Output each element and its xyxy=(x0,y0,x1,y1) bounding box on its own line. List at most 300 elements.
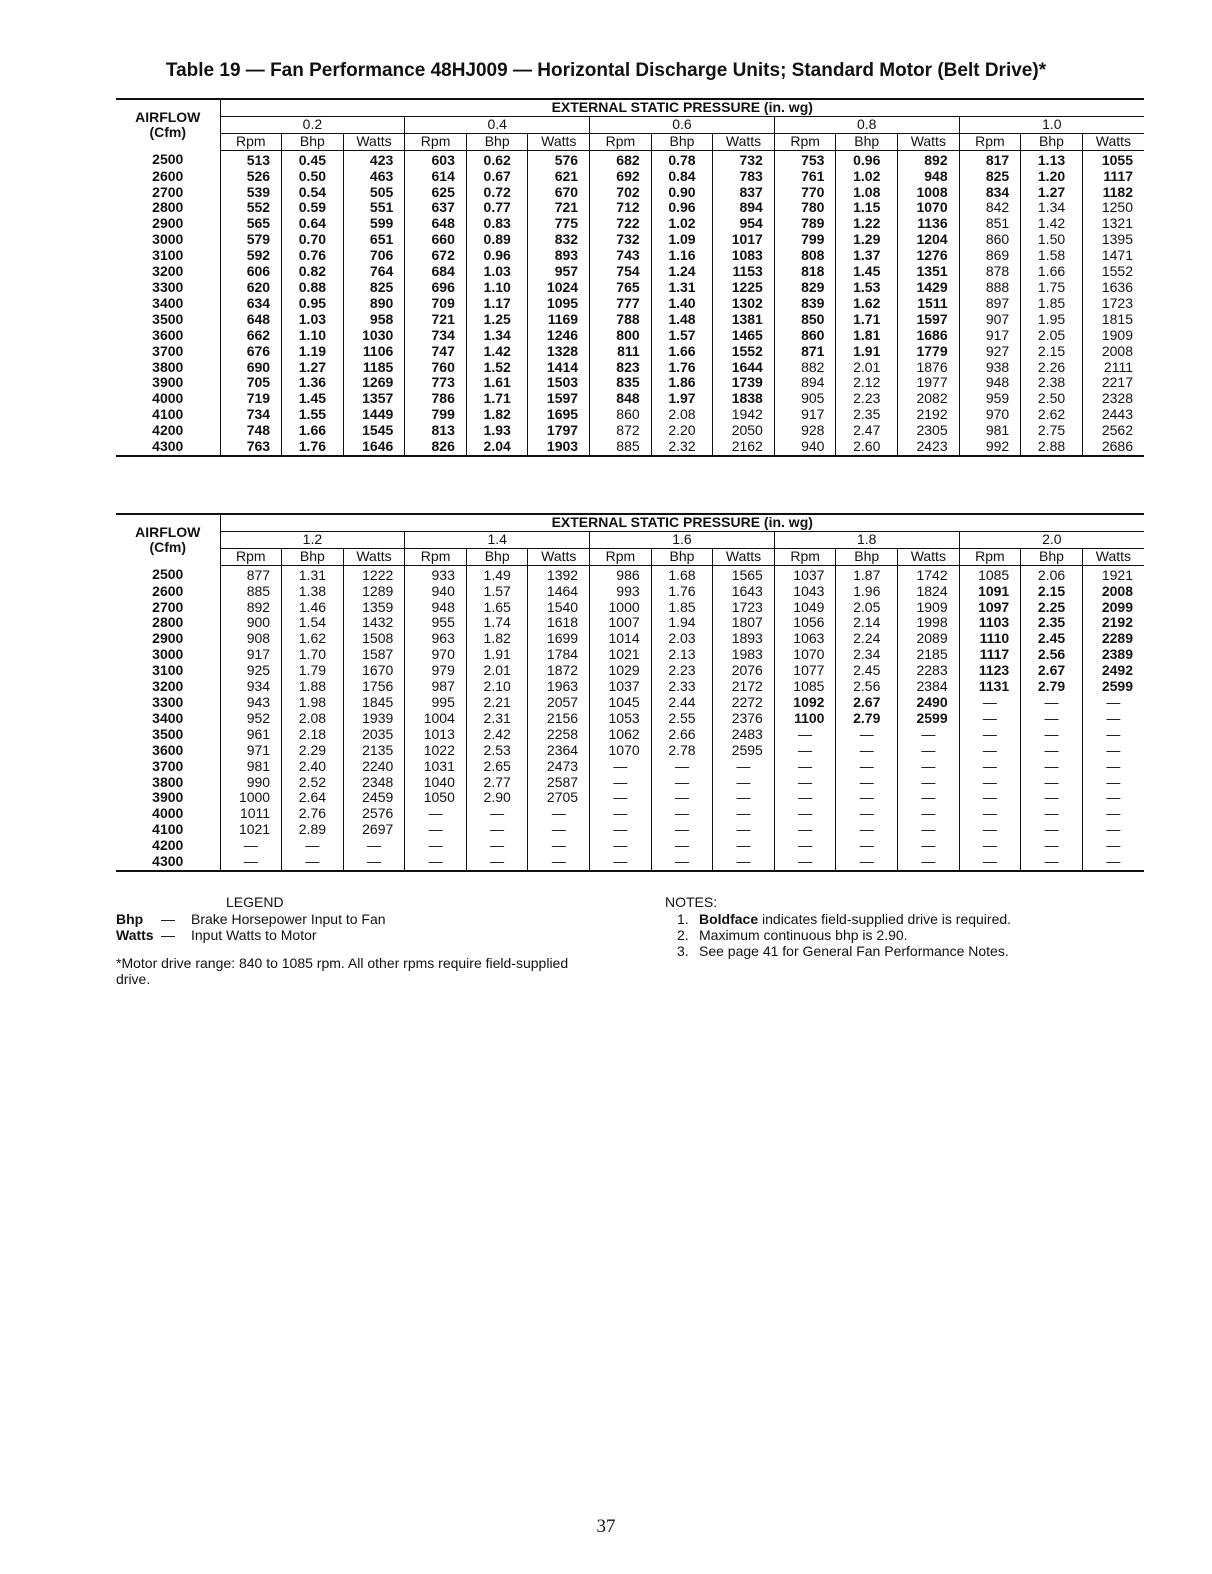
rpm-cell: 662 xyxy=(220,328,282,344)
bhp-cell: 1.09 xyxy=(651,232,713,248)
rpm-cell: 682 xyxy=(590,150,652,168)
bhp-cell: 0.96 xyxy=(651,200,713,216)
rpm-cell: — xyxy=(959,727,1021,743)
rpm-cell: 940 xyxy=(405,584,467,600)
legend-desc: Input Watts to Motor xyxy=(191,927,317,943)
rpm-cell: 761 xyxy=(774,169,836,185)
watts-cell: 1742 xyxy=(898,565,960,583)
bhp-cell: 1.27 xyxy=(282,360,344,376)
bhp-cell: 2.13 xyxy=(651,647,713,663)
rpm-cell: 1117 xyxy=(959,647,1021,663)
rpm-cell: 885 xyxy=(590,439,652,456)
bhp-cell: 2.55 xyxy=(651,711,713,727)
watts-cell: 1695 xyxy=(528,407,590,423)
table-row xyxy=(116,743,1144,759)
rpm-cell: 907 xyxy=(959,312,1021,328)
rpm-cell: 743 xyxy=(590,248,652,264)
watts-cell: — xyxy=(898,727,960,743)
watts-cell: 1095 xyxy=(528,296,590,312)
bhp-cell: 0.95 xyxy=(282,296,344,312)
airflow-cell: 3200 xyxy=(152,264,184,280)
bhp-cell: 2.25 xyxy=(1021,600,1083,616)
rpm-cell: 770 xyxy=(774,185,836,201)
airflow-cell: 3100 xyxy=(152,248,184,264)
rpm-cell: 800 xyxy=(590,328,652,344)
table-body xyxy=(116,565,1144,871)
rpm-cell: 834 xyxy=(959,185,1021,201)
bhp-cell: 1.03 xyxy=(466,264,528,280)
watts-cell: 1903 xyxy=(528,439,590,456)
bhp-cell: 1.16 xyxy=(651,248,713,264)
bhp-cell: 1.95 xyxy=(1021,312,1083,328)
rpm-column-header: Rpm xyxy=(774,548,836,565)
rpm-cell: 900 xyxy=(220,615,282,631)
watts-cell: 1618 xyxy=(528,615,590,631)
bhp-cell: — xyxy=(1021,854,1083,871)
rpm-column-header: Rpm xyxy=(774,133,836,150)
notes xyxy=(665,893,1135,959)
watts-cell: 1797 xyxy=(528,423,590,439)
rpm-cell: — xyxy=(959,806,1021,822)
airflow-cell: 3500 xyxy=(152,726,184,742)
watts-cell: 1565 xyxy=(713,565,775,583)
rpm-cell: 1092 xyxy=(774,695,836,711)
table-row xyxy=(116,328,1144,344)
watts-cell: 2705 xyxy=(528,790,590,806)
rpm-cell: — xyxy=(959,790,1021,806)
rpm-cell: 917 xyxy=(959,328,1021,344)
rpm-cell: 917 xyxy=(774,407,836,423)
bhp-cell: 0.96 xyxy=(836,150,898,168)
airflow-header xyxy=(116,99,220,150)
watts-cell: 1784 xyxy=(528,647,590,663)
rpm-cell: 722 xyxy=(590,216,652,232)
rpm-cell: 851 xyxy=(959,216,1021,232)
bhp-cell: 1.82 xyxy=(466,631,528,647)
watts-cell: 1471 xyxy=(1082,248,1144,264)
rpm-cell: 620 xyxy=(220,280,282,296)
bhp-cell: 1.75 xyxy=(1021,280,1083,296)
bhp-cell: 2.01 xyxy=(466,663,528,679)
watts-cell: — xyxy=(528,806,590,822)
bhp-cell: 0.64 xyxy=(282,216,344,232)
table-row xyxy=(116,822,1144,838)
watts-cell: 1824 xyxy=(898,584,960,600)
watts-cell: — xyxy=(898,790,960,806)
bhp-column-header: Bhp xyxy=(1021,133,1083,150)
watts-cell: 954 xyxy=(713,216,775,232)
legend-title: LEGEND xyxy=(226,894,284,910)
table-row xyxy=(116,439,1144,456)
watts-cell: 2459 xyxy=(343,790,405,806)
subheader-row xyxy=(116,133,1144,150)
watts-cell: 2376 xyxy=(713,711,775,727)
table-row xyxy=(116,711,1144,727)
rpm-cell: 719 xyxy=(220,391,282,407)
watts-cell: — xyxy=(1082,775,1144,791)
watts-cell: — xyxy=(898,854,960,871)
esp-header: EXTERNAL STATIC PRESSURE (in. wg) xyxy=(220,99,1144,116)
watts-cell: 721 xyxy=(528,200,590,216)
bhp-cell: — xyxy=(466,822,528,838)
watts-cell: 1289 xyxy=(343,584,405,600)
airflow-cell: 3700 xyxy=(152,343,184,359)
bhp-cell: 2.06 xyxy=(1021,565,1083,583)
bhp-cell: 1.15 xyxy=(836,200,898,216)
rpm-cell: 952 xyxy=(220,711,282,727)
rpm-cell: 1022 xyxy=(405,743,467,759)
airflow-cell: 3900 xyxy=(152,375,184,391)
table-row xyxy=(116,759,1144,775)
rpm-cell: 1000 xyxy=(590,600,652,616)
rpm-cell: 933 xyxy=(405,565,467,583)
bhp-cell: 2.90 xyxy=(466,790,528,806)
rpm-cell: 748 xyxy=(220,423,282,439)
bhp-cell: — xyxy=(651,838,713,854)
watts-cell: 894 xyxy=(713,200,775,216)
watts-cell: — xyxy=(1082,854,1144,871)
rpm-cell: — xyxy=(959,695,1021,711)
bhp-cell: — xyxy=(466,854,528,871)
watts-cell: 1876 xyxy=(898,360,960,376)
bhp-cell: 2.76 xyxy=(282,806,344,822)
rpm-cell: 970 xyxy=(959,407,1021,423)
bhp-cell: 0.77 xyxy=(466,200,528,216)
rpm-cell: 690 xyxy=(220,360,282,376)
rpm-cell: 940 xyxy=(774,439,836,456)
watts-cell: 825 xyxy=(343,280,405,296)
rpm-column-header: Rpm xyxy=(590,133,652,150)
rpm-column-header: Rpm xyxy=(959,133,1021,150)
watts-cell: — xyxy=(898,759,960,775)
rpm-cell: 894 xyxy=(774,375,836,391)
rpm-cell: 925 xyxy=(220,663,282,679)
rpm-cell: 1123 xyxy=(959,663,1021,679)
airflow-cell: 3400 xyxy=(152,295,184,311)
rpm-column-header: Rpm xyxy=(590,548,652,565)
rpm-cell: 938 xyxy=(959,360,1021,376)
watts-cell: 1246 xyxy=(528,328,590,344)
rpm-cell: — xyxy=(590,759,652,775)
watts-cell: 1449 xyxy=(343,407,405,423)
rpm-cell: 1063 xyxy=(774,631,836,647)
bhp-cell: — xyxy=(651,822,713,838)
watts-cell: 2050 xyxy=(713,423,775,439)
rpm-cell: 1131 xyxy=(959,679,1021,695)
watts-cell: 2697 xyxy=(343,822,405,838)
rpm-cell: 955 xyxy=(405,615,467,631)
bhp-cell: 2.03 xyxy=(651,631,713,647)
watts-cell: 1545 xyxy=(343,423,405,439)
watts-cell: 2473 xyxy=(528,759,590,775)
watts-cell: 1359 xyxy=(343,600,405,616)
airflow-cell: 3200 xyxy=(152,679,184,695)
rpm-cell: 684 xyxy=(405,264,467,280)
bhp-cell: 2.62 xyxy=(1021,407,1083,423)
watts-cell: 1432 xyxy=(343,615,405,631)
rpm-cell: 780 xyxy=(774,200,836,216)
airflow-cell: 2600 xyxy=(152,583,184,599)
bhp-cell: 1.93 xyxy=(466,423,528,439)
rpm-cell: 1100 xyxy=(774,711,836,727)
bhp-cell: 2.26 xyxy=(1021,360,1083,376)
rpm-cell: 1085 xyxy=(959,565,1021,583)
watts-cell: 892 xyxy=(898,150,960,168)
watts-cell: 2686 xyxy=(1082,439,1144,456)
bhp-cell: 0.84 xyxy=(651,169,713,185)
rpm-cell: 948 xyxy=(405,600,467,616)
watts-cell: 1942 xyxy=(713,407,775,423)
watts-cell: 958 xyxy=(343,312,405,328)
bhp-cell: — xyxy=(836,790,898,806)
watts-cell: 2423 xyxy=(898,439,960,456)
watts-cell: 2217 xyxy=(1082,375,1144,391)
watts-cell: 1169 xyxy=(528,312,590,328)
airflow-cell: 4000 xyxy=(152,806,184,822)
rpm-cell: 565 xyxy=(220,216,282,232)
bhp-cell: 1.27 xyxy=(1021,185,1083,201)
bhp-cell: 1.91 xyxy=(466,647,528,663)
bhp-cell: 2.45 xyxy=(1021,631,1083,647)
watts-cell: 2111 xyxy=(1082,360,1144,376)
rpm-column-header: Rpm xyxy=(405,548,467,565)
table-row xyxy=(116,647,1144,663)
watts-cell: — xyxy=(898,775,960,791)
watts-cell: 1756 xyxy=(343,679,405,695)
watts-cell: 1838 xyxy=(713,391,775,407)
note-bold: Boldface xyxy=(699,911,759,927)
airflow-label: AIRFLOW xyxy=(135,524,201,541)
bhp-cell: 2.56 xyxy=(836,679,898,695)
bhp-cell: — xyxy=(836,759,898,775)
airflow-cell: 3800 xyxy=(152,774,184,790)
rpm-cell: 959 xyxy=(959,391,1021,407)
table-row xyxy=(116,854,1144,871)
rpm-cell: 732 xyxy=(590,232,652,248)
airflow-cell: 4000 xyxy=(152,391,184,407)
watts-column-header: Watts xyxy=(343,133,405,150)
rpm-cell: 1050 xyxy=(405,790,467,806)
watts-cell: 1328 xyxy=(528,344,590,360)
watts-cell: 783 xyxy=(713,169,775,185)
legend-desc: Brake Horsepower Input to Fan xyxy=(191,911,386,927)
rpm-cell: 1110 xyxy=(959,631,1021,647)
rpm-cell: — xyxy=(959,759,1021,775)
watts-cell: 1921 xyxy=(1082,565,1144,583)
bhp-cell: — xyxy=(1021,838,1083,854)
watts-cell: 1963 xyxy=(528,679,590,695)
airflow-unit: (Cfm) xyxy=(149,539,187,556)
rpm-cell: 993 xyxy=(590,584,652,600)
watts-cell: 1587 xyxy=(343,647,405,663)
rpm-cell: 934 xyxy=(220,679,282,695)
rpm-cell: — xyxy=(959,711,1021,727)
bhp-cell: 1.66 xyxy=(1021,264,1083,280)
bhp-cell: 1.13 xyxy=(1021,150,1083,168)
bhp-cell: 2.32 xyxy=(651,439,713,456)
watts-cell: 1357 xyxy=(343,391,405,407)
bhp-cell: 2.78 xyxy=(651,743,713,759)
bhp-cell: 2.04 xyxy=(466,439,528,456)
rpm-cell: 1000 xyxy=(220,790,282,806)
bhp-cell: 1.85 xyxy=(1021,296,1083,312)
rpm-cell: 709 xyxy=(405,296,467,312)
rpm-cell: — xyxy=(774,838,836,854)
bhp-column-header: Bhp xyxy=(836,133,898,150)
table-row xyxy=(116,790,1144,806)
rpm-cell: — xyxy=(774,806,836,822)
bhp-cell: 0.72 xyxy=(466,185,528,201)
rpm-cell: 818 xyxy=(774,264,836,280)
bhp-cell: 1.53 xyxy=(836,280,898,296)
rpm-cell: 603 xyxy=(405,150,467,168)
table-row xyxy=(116,264,1144,280)
watts-cell: 2099 xyxy=(1082,600,1144,616)
rpm-cell: — xyxy=(774,727,836,743)
watts-cell: 2258 xyxy=(528,727,590,743)
bhp-cell: 2.79 xyxy=(836,711,898,727)
watts-cell: 2089 xyxy=(898,631,960,647)
watts-column-header: Watts xyxy=(343,548,405,565)
bhp-cell: — xyxy=(466,838,528,854)
note-number: 2. xyxy=(677,927,689,943)
rpm-cell: — xyxy=(959,775,1021,791)
bhp-cell: — xyxy=(836,822,898,838)
bhp-cell: 2.08 xyxy=(651,407,713,423)
watts-cell: — xyxy=(1082,711,1144,727)
bhp-cell: 1.46 xyxy=(282,600,344,616)
table-row xyxy=(116,248,1144,264)
watts-cell: 2008 xyxy=(1082,344,1144,360)
bhp-cell: 2.75 xyxy=(1021,423,1083,439)
rpm-cell: 878 xyxy=(959,264,1021,280)
rpm-cell: 1070 xyxy=(774,647,836,663)
watts-cell: 599 xyxy=(343,216,405,232)
bhp-cell: 1.45 xyxy=(836,264,898,280)
watts-cell: 1909 xyxy=(898,600,960,616)
rpm-cell: 789 xyxy=(774,216,836,232)
rpm-cell: 1021 xyxy=(220,822,282,838)
note-item xyxy=(665,943,1135,959)
watts-cell: 2576 xyxy=(343,806,405,822)
watts-cell: 1643 xyxy=(713,584,775,600)
bhp-cell: 2.24 xyxy=(836,631,898,647)
rpm-cell: 1056 xyxy=(774,615,836,631)
watts-cell: 1552 xyxy=(1082,264,1144,280)
airflow-cell: 3700 xyxy=(152,758,184,774)
watts-cell: 1597 xyxy=(528,391,590,407)
bhp-cell: 1.87 xyxy=(836,565,898,583)
rpm-cell: 882 xyxy=(774,360,836,376)
watts-cell: 505 xyxy=(343,185,405,201)
bhp-cell: 1.38 xyxy=(282,584,344,600)
bhp-cell: 2.47 xyxy=(836,423,898,439)
rpm-cell: — xyxy=(405,854,467,871)
watts-cell: 706 xyxy=(343,248,405,264)
rpm-cell: 702 xyxy=(590,185,652,201)
rpm-cell: 1014 xyxy=(590,631,652,647)
bhp-cell: 1.97 xyxy=(651,391,713,407)
watts-cell: 1008 xyxy=(898,185,960,201)
bhp-cell: — xyxy=(1021,759,1083,775)
airflow-cell: 2500 xyxy=(152,151,184,168)
watts-cell: 1893 xyxy=(713,631,775,647)
rpm-column-header: Rpm xyxy=(220,133,282,150)
rpm-cell: 712 xyxy=(590,200,652,216)
bhp-cell: 1.22 xyxy=(836,216,898,232)
bhp-cell: 2.60 xyxy=(836,439,898,456)
watts-cell: 576 xyxy=(528,150,590,168)
watts-cell: 1998 xyxy=(898,615,960,631)
bhp-cell: 1.66 xyxy=(282,423,344,439)
legend-term: Watts xyxy=(116,927,154,943)
bhp-cell: 2.08 xyxy=(282,711,344,727)
watts-cell: 2156 xyxy=(528,711,590,727)
watts-cell: 2305 xyxy=(898,423,960,439)
rpm-cell: 672 xyxy=(405,248,467,264)
bhp-cell: 2.89 xyxy=(282,822,344,838)
table-row xyxy=(116,838,1144,854)
watts-cell: — xyxy=(343,854,405,871)
table-row xyxy=(116,296,1144,312)
bhp-cell: 2.88 xyxy=(1021,439,1083,456)
watts-cell: 1321 xyxy=(1082,216,1144,232)
bhp-cell: — xyxy=(836,806,898,822)
watts-cell: 2389 xyxy=(1082,647,1144,663)
rpm-cell: 634 xyxy=(220,296,282,312)
rpm-cell: — xyxy=(590,775,652,791)
watts-cell: 1686 xyxy=(898,328,960,344)
rpm-cell: 871 xyxy=(774,344,836,360)
bhp-cell: 2.12 xyxy=(836,375,898,391)
bhp-cell: 1.29 xyxy=(836,232,898,248)
airflow-cell: 4200 xyxy=(152,423,184,439)
bhp-cell: 1.10 xyxy=(466,280,528,296)
bhp-cell: 1.94 xyxy=(651,615,713,631)
watts-cell: 1395 xyxy=(1082,232,1144,248)
rpm-cell: 808 xyxy=(774,248,836,264)
bhp-column-header: Bhp xyxy=(466,548,528,565)
watts-cell: 1909 xyxy=(1082,328,1144,344)
bhp-cell: 1.68 xyxy=(651,565,713,583)
rpm-cell: 526 xyxy=(220,169,282,185)
rpm-cell: 1011 xyxy=(220,806,282,822)
bhp-cell: 1.71 xyxy=(836,312,898,328)
note-text: See page 41 for General Fan Performance Notes. xyxy=(699,943,1009,959)
rpm-cell: 1045 xyxy=(590,695,652,711)
rpm-cell: 1049 xyxy=(774,600,836,616)
watts-cell: 651 xyxy=(343,232,405,248)
airflow-cell: 3000 xyxy=(152,232,184,248)
rpm-cell: 1053 xyxy=(590,711,652,727)
watts-cell: 1540 xyxy=(528,600,590,616)
rpm-cell: 648 xyxy=(220,312,282,328)
rpm-cell: — xyxy=(590,790,652,806)
rpm-cell: 908 xyxy=(220,631,282,647)
rpm-cell: 692 xyxy=(590,169,652,185)
watts-cell: — xyxy=(898,743,960,759)
rpm-cell: 1031 xyxy=(405,759,467,775)
rpm-cell: — xyxy=(590,854,652,871)
rpm-cell: 872 xyxy=(590,423,652,439)
airflow-cell: 3600 xyxy=(152,327,184,343)
airflow-cell: 4100 xyxy=(152,822,184,838)
airflow-cell: 2700 xyxy=(152,599,184,615)
bhp-cell: 2.79 xyxy=(1021,679,1083,695)
rpm-cell: 1013 xyxy=(405,727,467,743)
bhp-cell: — xyxy=(651,759,713,775)
bhp-column-header: Bhp xyxy=(836,548,898,565)
